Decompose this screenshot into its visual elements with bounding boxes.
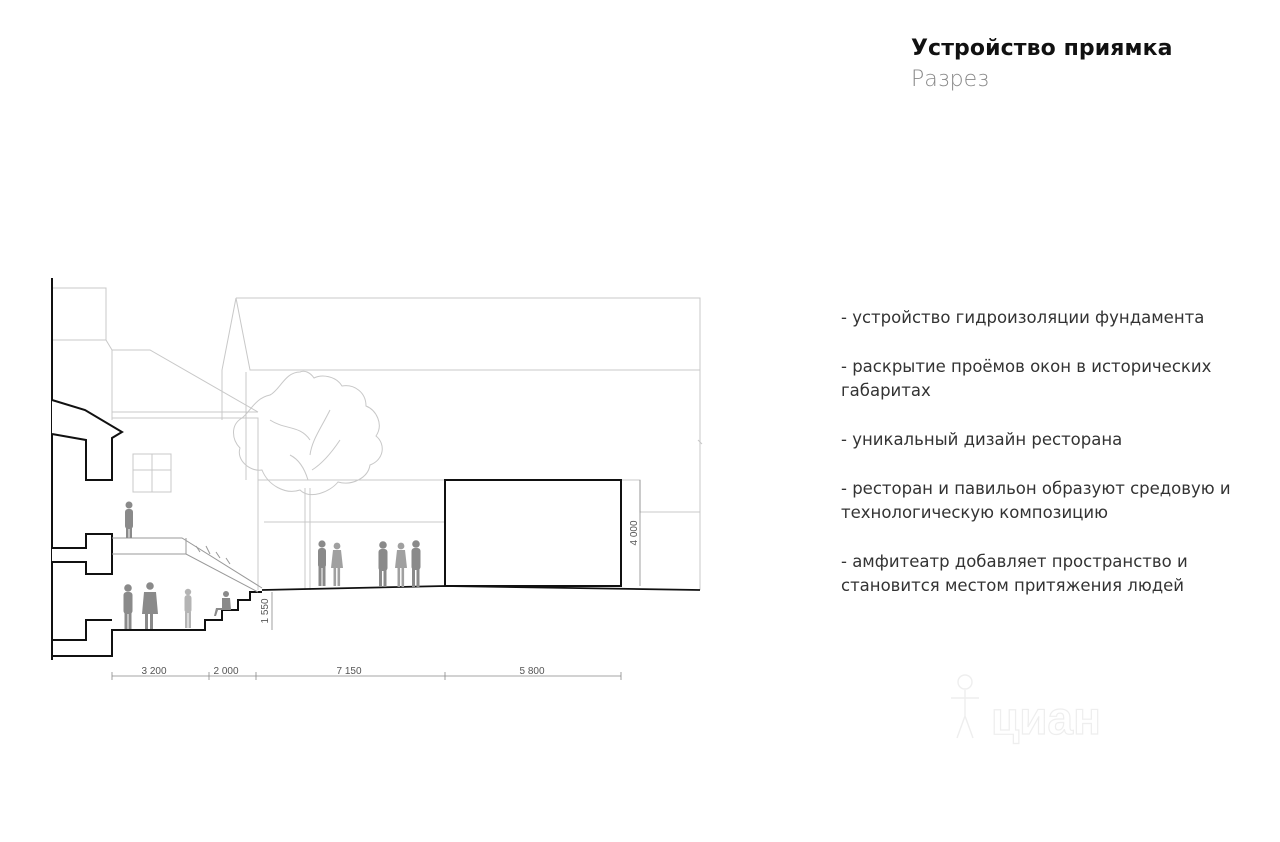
page-title: Устройство приямка xyxy=(911,36,1173,61)
feature-item: - уникальный дизайн ресторана xyxy=(841,430,1123,449)
features-list xyxy=(841,306,1261,623)
dimension-label: 7 150 xyxy=(336,666,362,677)
person-figure xyxy=(318,540,326,586)
dimension-label: 2 000 xyxy=(213,666,239,677)
feature-item: - ресторан и павильон образуют средовую и технологическую композицию xyxy=(841,479,1231,522)
person-figure xyxy=(331,543,343,586)
watermark-logo xyxy=(935,668,1145,748)
person-figure xyxy=(412,540,421,587)
person-figure xyxy=(142,582,158,629)
section-drawing xyxy=(0,0,720,700)
watermark-person-icon xyxy=(951,675,979,738)
dimension-label-height: 4 000 xyxy=(629,520,640,546)
feature-item: - раскрытие проёмов окон в исторических габаритах xyxy=(841,357,1212,400)
person-figure xyxy=(124,584,133,629)
person-figure xyxy=(395,543,407,587)
dimension-label-height: 1 550 xyxy=(260,598,271,624)
person-figure xyxy=(185,589,192,628)
dimension-label: 5 800 xyxy=(519,666,545,677)
page-subtitle: Разрез xyxy=(911,67,990,92)
person-figure xyxy=(379,541,388,587)
terrace-ramp xyxy=(112,538,262,592)
feature-item: - устройство гидроизоляции фундамента xyxy=(841,308,1205,327)
feature-item: - амфитеатр добавляет пространство и становится местом притяжения людей xyxy=(841,552,1188,595)
watermark-text: циан xyxy=(991,692,1101,744)
dimension-label: 3 200 xyxy=(141,666,167,677)
person-figure xyxy=(125,502,133,539)
